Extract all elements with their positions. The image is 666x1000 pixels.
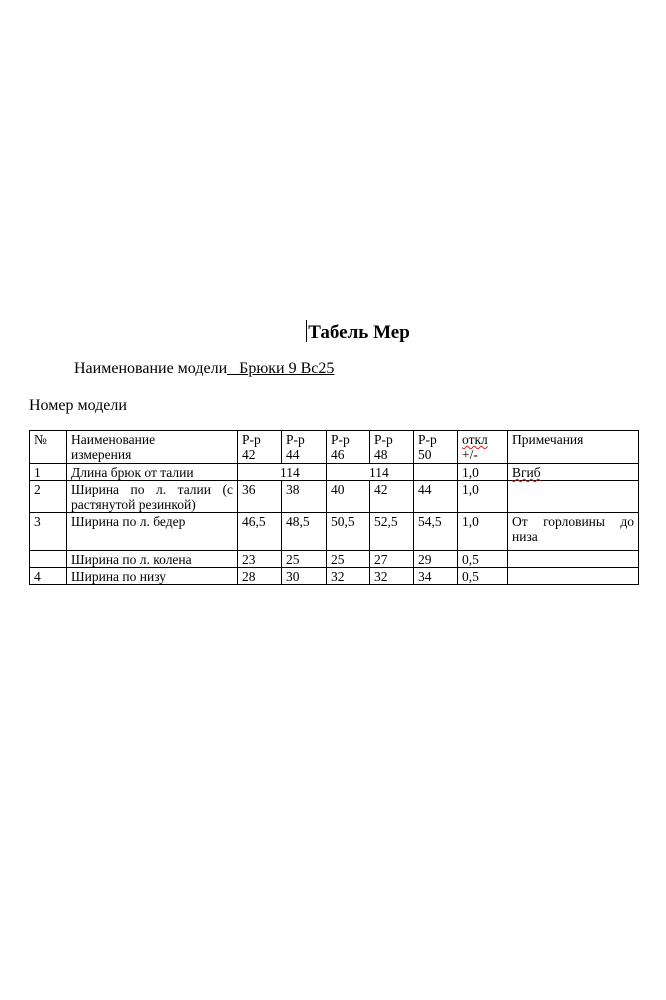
row-note bbox=[508, 464, 639, 481]
row-note bbox=[508, 481, 639, 513]
row-value-44: 38 bbox=[282, 481, 327, 513]
row-name-line2: растянутой резинкой) bbox=[71, 497, 196, 512]
row-value-46: 40 bbox=[327, 481, 370, 513]
table-header-row bbox=[30, 431, 639, 464]
row-value-42: 36 bbox=[238, 481, 282, 513]
header-size-value: 44 bbox=[286, 447, 300, 462]
row-value-50: 34 bbox=[414, 568, 458, 585]
header-deviation-line1: откл bbox=[462, 432, 488, 447]
row-deviation: 0,5 bbox=[458, 568, 508, 585]
row-value-44: 48,5 bbox=[282, 513, 327, 551]
row-value-42: 23 bbox=[238, 551, 282, 568]
row-value-44: 25 bbox=[282, 551, 327, 568]
row-value-46-48 bbox=[327, 464, 414, 481]
row-value-50: 54,5 bbox=[414, 513, 458, 551]
row-value-42-44 bbox=[238, 464, 327, 481]
model-name-line bbox=[74, 360, 334, 378]
row-value-46: 50,5 bbox=[327, 513, 370, 551]
header-notes: Примечания bbox=[508, 431, 639, 464]
row-value-48: 42 bbox=[370, 481, 414, 513]
header-size-label: Р-р bbox=[242, 432, 261, 447]
row-num: 4 bbox=[30, 568, 67, 585]
row-num: 3 bbox=[30, 513, 67, 551]
row-value-46: 25 bbox=[327, 551, 370, 568]
row-value-44: 30 bbox=[282, 568, 327, 585]
row-name: Ширина по низу bbox=[67, 568, 238, 585]
row-name-line1: Ширина по л. талии (с bbox=[71, 482, 233, 497]
header-size-44 bbox=[282, 431, 327, 464]
document-title bbox=[0, 320, 666, 344]
header-deviation-line2: +/- bbox=[462, 447, 478, 462]
header-num: № bbox=[30, 431, 67, 464]
header-size-value: 46 bbox=[331, 447, 345, 462]
row-value-46: 32 bbox=[327, 568, 370, 585]
row-num bbox=[30, 551, 67, 568]
row-name: Ширина по л. колена bbox=[67, 551, 238, 568]
table-row bbox=[30, 551, 639, 568]
row-deviation: 1,0 bbox=[458, 513, 508, 551]
row-value-48: 52,5 bbox=[370, 513, 414, 551]
row-value-48: 114 bbox=[369, 465, 389, 480]
row-note bbox=[508, 551, 639, 568]
model-name-label: Наименование модели bbox=[74, 360, 228, 377]
header-size-label: Р-р bbox=[331, 432, 350, 447]
row-num: 1 bbox=[30, 464, 67, 481]
table-row bbox=[30, 568, 639, 585]
table-row bbox=[30, 481, 639, 513]
header-name-line2: измерения bbox=[71, 447, 132, 462]
row-note bbox=[508, 568, 639, 585]
row-note bbox=[508, 513, 639, 551]
row-value-50 bbox=[414, 464, 458, 481]
row-num: 2 bbox=[30, 481, 67, 513]
row-note-line1: От горловины до bbox=[512, 514, 634, 529]
row-value-50: 29 bbox=[414, 551, 458, 568]
row-name: Длина брюк от талии bbox=[67, 464, 238, 481]
document-title-text: Табель Мер bbox=[308, 322, 410, 343]
header-size-value: 50 bbox=[418, 447, 432, 462]
row-deviation: 1,0 bbox=[458, 481, 508, 513]
header-size-value: 48 bbox=[374, 447, 388, 462]
header-size-label: Р-р bbox=[418, 432, 437, 447]
measurements-table bbox=[29, 430, 639, 585]
header-size-value: 42 bbox=[242, 447, 256, 462]
table-row bbox=[30, 464, 639, 481]
model-name-value: _ Брюки 9 Вс25 bbox=[227, 360, 335, 377]
header-size-50 bbox=[414, 431, 458, 464]
header-name bbox=[67, 431, 238, 464]
row-name: Ширина по л. бедер bbox=[67, 513, 238, 551]
header-deviation bbox=[458, 431, 508, 464]
row-deviation: 1,0 bbox=[458, 464, 508, 481]
header-size-48 bbox=[370, 431, 414, 464]
row-value-50: 44 bbox=[414, 481, 458, 513]
header-size-label: Р-р bbox=[286, 432, 305, 447]
row-note-text: Вгиб bbox=[512, 465, 541, 480]
row-value-48: 32 bbox=[370, 568, 414, 585]
row-name bbox=[67, 481, 238, 513]
row-note-line2: низа bbox=[512, 529, 538, 544]
row-value-42: 28 bbox=[238, 568, 282, 585]
header-name-line1: Наименование bbox=[71, 432, 156, 447]
row-deviation: 0,5 bbox=[458, 551, 508, 568]
header-size-label: Р-р bbox=[374, 432, 393, 447]
model-number-label: Номер модели bbox=[29, 397, 127, 414]
header-size-46 bbox=[327, 431, 370, 464]
table-row bbox=[30, 513, 639, 551]
row-value-44: 114 bbox=[280, 465, 300, 480]
row-value-48: 27 bbox=[370, 551, 414, 568]
header-size-42 bbox=[238, 431, 282, 464]
row-value-42: 46,5 bbox=[238, 513, 282, 551]
